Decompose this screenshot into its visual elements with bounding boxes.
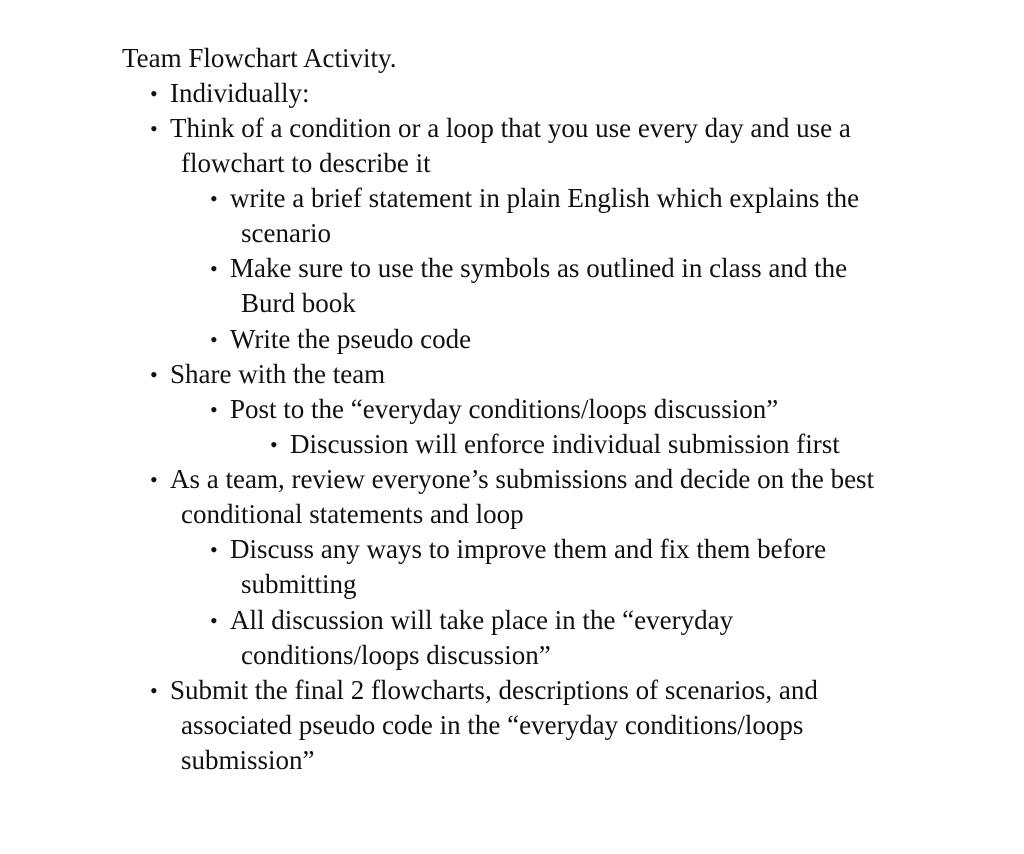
bullet-icon: •	[210, 608, 218, 633]
bullet-icon: •	[150, 81, 158, 106]
list-item-text: Discussion will enforce individual submission first	[290, 429, 840, 459]
list-item-text: write a brief statement in plain English which explains the scenario	[230, 183, 860, 248]
list-item	[150, 462, 910, 532]
bullet-icon: •	[150, 678, 158, 703]
bullet-icon: •	[210, 397, 218, 422]
document-title: Team Flowchart Activity.	[122, 43, 397, 73]
list-item-text: Individually:	[170, 78, 310, 108]
list-item-text: Discuss any ways to improve them and fix them before submitting	[230, 534, 827, 599]
list-item-text: Share with the team	[170, 359, 386, 389]
bullet-icon: •	[210, 186, 218, 211]
list-item-text: Submit the final 2 flowcharts, descriptions of scenarios, and associated pseudo code in the “everyday conditions/loops submission”	[170, 675, 818, 775]
list-item	[210, 251, 880, 321]
list-item-text: All discussion will take place in the “everyday conditions/loops discussion”	[230, 605, 734, 670]
list-item-text: Post to the “everyday conditions/loops discussion”	[230, 394, 779, 424]
bullet-icon: •	[210, 256, 218, 281]
bullet-icon: •	[150, 116, 158, 141]
list-item	[210, 322, 910, 357]
bullet-icon: •	[210, 537, 218, 562]
list-item	[150, 673, 900, 778]
list-item-text: As a team, review everyone’s submissions and decide on the best conditional statements and loop	[170, 464, 875, 529]
bullet-icon: •	[210, 327, 218, 352]
list-item	[210, 603, 800, 673]
list-item	[270, 427, 990, 462]
list-item-text: Think of a condition or a loop that you use every day and use a flowchart to describe it	[170, 113, 851, 178]
list-item-text: Write the pseudo code	[230, 324, 472, 354]
list-item	[210, 532, 900, 602]
list-item	[150, 357, 910, 392]
list-item	[210, 181, 890, 251]
list-item	[150, 111, 865, 181]
bullet-icon: •	[150, 362, 158, 387]
bullet-icon: •	[270, 432, 278, 457]
bullet-icon: •	[150, 467, 158, 492]
list-item	[210, 392, 910, 427]
list-item-text: Make sure to use the symbols as outlined in class and the Burd book	[230, 253, 848, 318]
list-item	[150, 76, 910, 111]
